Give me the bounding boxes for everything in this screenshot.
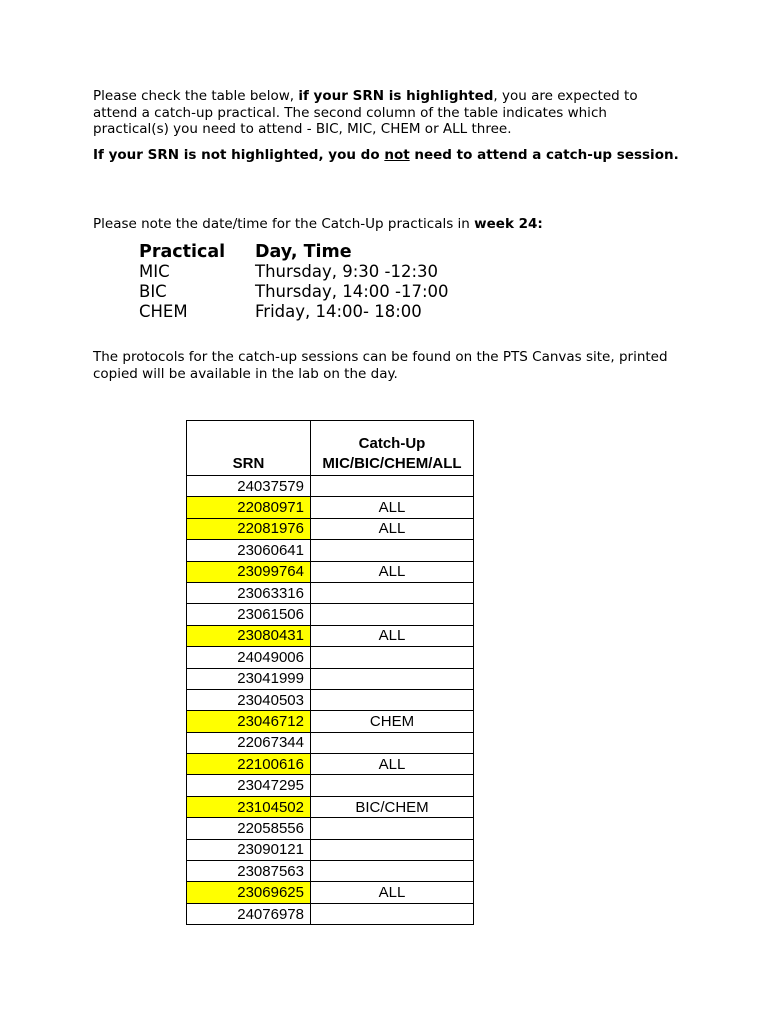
catchup-cell — [311, 861, 474, 882]
srn-cell: 23090121 — [187, 839, 311, 860]
catchup-cell — [311, 818, 474, 839]
schedule-header-practical: Practical — [139, 242, 226, 262]
catchup-cell — [311, 903, 474, 924]
schedule-list — [139, 242, 449, 322]
srn-cell: 22080971 — [187, 497, 311, 518]
srn-cell: 22067344 — [187, 732, 311, 753]
srn-cell: 23099764 — [187, 561, 311, 582]
srn-cell: 23040503 — [187, 689, 311, 710]
table-row — [187, 732, 474, 753]
srn-cell: 23104502 — [187, 796, 311, 817]
table-row — [187, 689, 474, 710]
catchup-cell: ALL — [311, 518, 474, 539]
table-row — [187, 561, 474, 582]
table-row — [187, 861, 474, 882]
table-row — [187, 818, 474, 839]
catchup-cell — [311, 540, 474, 561]
table-row — [187, 839, 474, 860]
srn-cell: 23060641 — [187, 540, 311, 561]
not-underlined: not — [384, 147, 410, 163]
table-row — [187, 625, 474, 646]
catchup-cell — [311, 775, 474, 796]
date-note-week: week 24: — [474, 216, 543, 232]
schedule-daytime: Thursday, 14:00 -17:00 — [255, 282, 449, 301]
table-row — [187, 882, 474, 903]
srn-cell: 23080431 — [187, 625, 311, 646]
table-row — [187, 604, 474, 625]
schedule-practical: MIC — [139, 262, 170, 281]
srn-table-header-row — [187, 421, 474, 476]
srn-cell: 23046712 — [187, 711, 311, 732]
srn-cell: 23041999 — [187, 668, 311, 689]
srn-column-header: SRN — [187, 421, 311, 476]
catchup-cell: CHEM — [311, 711, 474, 732]
catchup-cell — [311, 839, 474, 860]
intro-bold: if your SRN is highlighted — [298, 88, 494, 104]
srn-cell: 23087563 — [187, 861, 311, 882]
catchup-cell — [311, 647, 474, 668]
date-note-paragraph — [93, 216, 683, 233]
srn-cell: 23063316 — [187, 582, 311, 603]
catchup-cell: ALL — [311, 882, 474, 903]
srn-table — [186, 420, 474, 925]
protocols-paragraph: The protocols for the catch-up sessions can be found on the PTS Canvas site, printed copied will be available in the lab on the day. — [93, 349, 668, 382]
table-row — [187, 582, 474, 603]
catchup-cell: ALL — [311, 625, 474, 646]
intro-post: , you are expected to attend a catch-up practical. The second column of the table indicates which practical(s) you need to attend - BIC, MIC, CHEM or ALL three. — [93, 88, 638, 137]
srn-cell: 24049006 — [187, 647, 311, 668]
schedule-row — [139, 302, 449, 322]
schedule-practical: BIC — [139, 282, 167, 301]
srn-cell: 23047295 — [187, 775, 311, 796]
schedule-header — [139, 242, 449, 262]
date-note-pre: Please note the date/time for the Catch-Up practicals in — [93, 216, 475, 232]
srn-cell: 22058556 — [187, 818, 311, 839]
not-highlighted-post: need to attend a catch-up session. — [409, 147, 679, 163]
intro-paragraph — [93, 88, 683, 138]
catchup-cell: BIC/CHEM — [311, 796, 474, 817]
catchup-cell — [311, 582, 474, 603]
catchup-column-header — [311, 421, 474, 476]
catchup-header-line1: Catch-Up — [358, 435, 426, 452]
schedule-daytime: Friday, 14:00- 18:00 — [255, 302, 422, 321]
table-row — [187, 796, 474, 817]
srn-cell: 22100616 — [187, 754, 311, 775]
srn-cell: 23061506 — [187, 604, 311, 625]
catchup-cell — [311, 689, 474, 710]
schedule-practical: CHEM — [139, 302, 188, 321]
table-row — [187, 754, 474, 775]
catchup-cell — [311, 604, 474, 625]
catchup-cell — [311, 668, 474, 689]
not-highlighted-pre: If your SRN is not highlighted, you do — [93, 147, 385, 163]
catchup-cell: ALL — [311, 561, 474, 582]
table-row — [187, 497, 474, 518]
srn-cell: 24076978 — [187, 903, 311, 924]
table-row — [187, 775, 474, 796]
intro-pre: Please check the table below, — [93, 88, 299, 104]
not-highlighted-paragraph — [93, 147, 683, 164]
schedule-daytime: Thursday, 9:30 -12:30 — [255, 262, 439, 281]
table-row — [187, 518, 474, 539]
schedule-row — [139, 282, 449, 302]
table-row — [187, 540, 474, 561]
table-row — [187, 476, 474, 497]
schedule-header-daytime: Day, Time — [255, 242, 352, 262]
table-row — [187, 711, 474, 732]
catchup-header-line2: MIC/BIC/CHEM/ALL — [322, 455, 462, 472]
srn-cell: 24037579 — [187, 476, 311, 497]
schedule-row — [139, 262, 449, 282]
catchup-cell — [311, 476, 474, 497]
table-row — [187, 668, 474, 689]
srn-cell: 22081976 — [187, 518, 311, 539]
srn-table-body — [187, 476, 474, 925]
srn-cell: 23069625 — [187, 882, 311, 903]
catchup-cell — [311, 732, 474, 753]
table-row — [187, 903, 474, 924]
catchup-cell: ALL — [311, 754, 474, 775]
catchup-cell: ALL — [311, 497, 474, 518]
table-row — [187, 647, 474, 668]
